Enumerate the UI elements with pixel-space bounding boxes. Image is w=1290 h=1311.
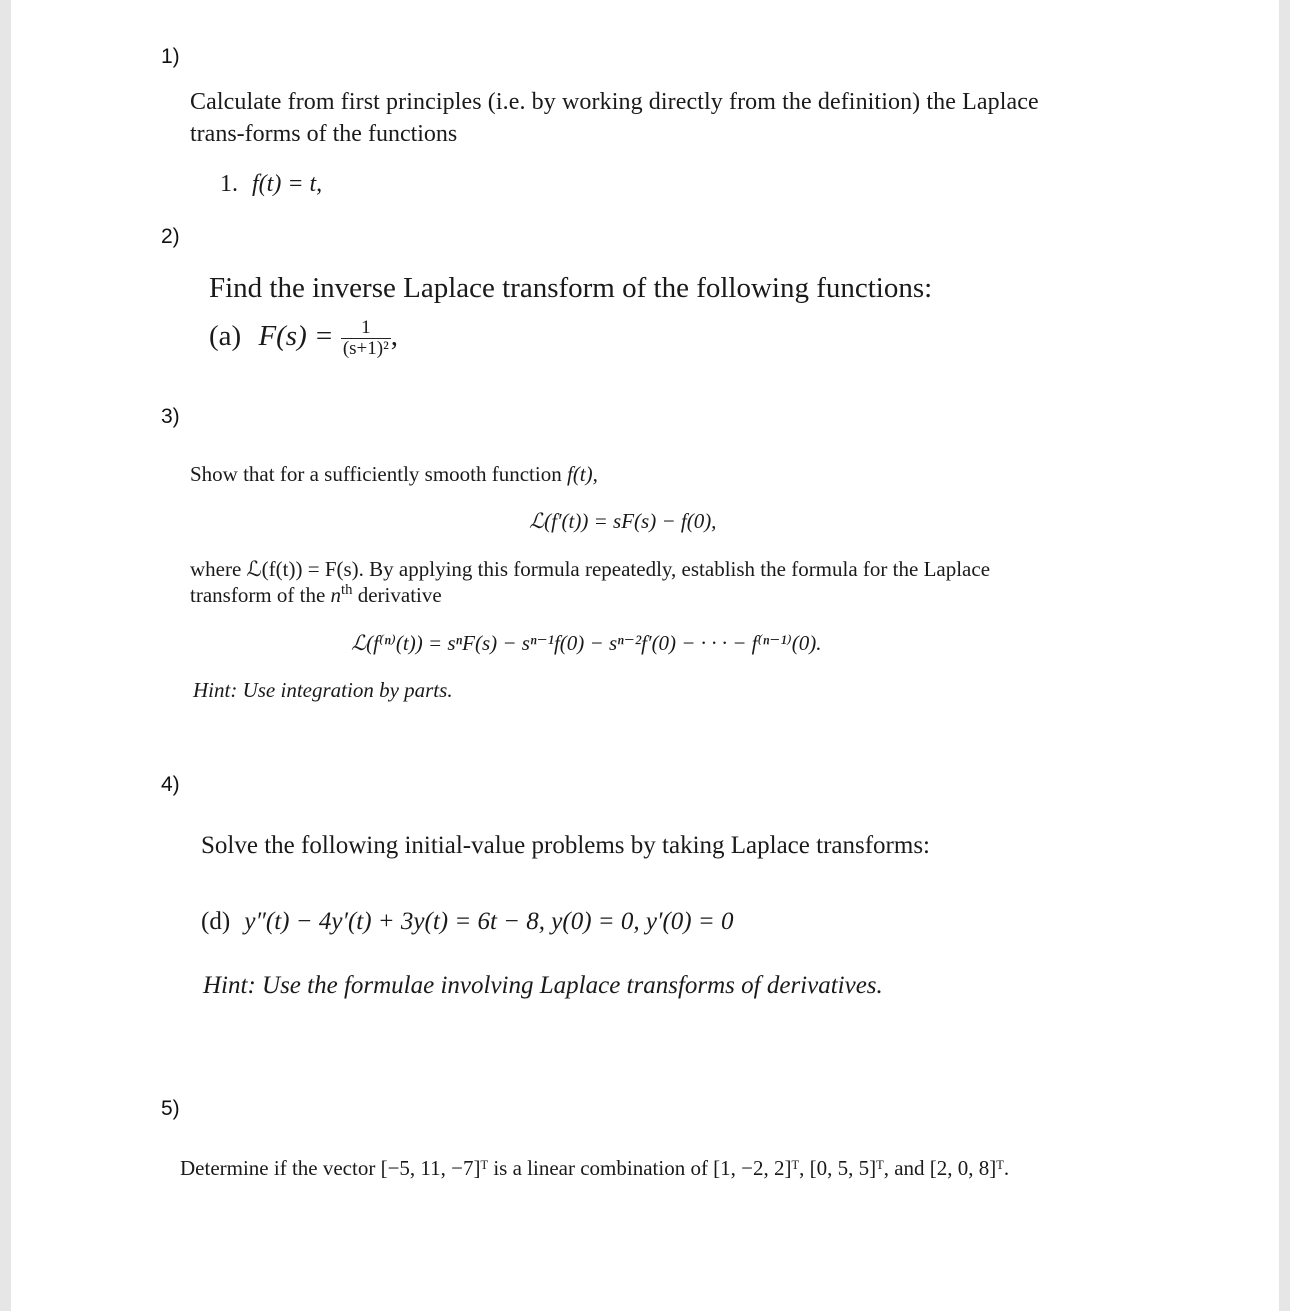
question-2-intro: Find the inverse Laplace transform of the following functions: bbox=[209, 272, 933, 304]
question-2-item bbox=[209, 318, 398, 359]
question-3-where-line2-prefix: transform of the bbox=[190, 583, 326, 607]
question-2-item-trailing: , bbox=[390, 320, 399, 353]
question-3-where-line2-th: th bbox=[341, 582, 353, 598]
question-3-where-line1: where ℒ(f(t)) = F(s). By applying this formula repeatedly, establish the formula for the Laplace bbox=[190, 557, 991, 581]
question-4-item-label: (d) bbox=[201, 908, 231, 935]
question-3-formula-1: ℒ(f′(t)) = sF(s) − f(0), bbox=[529, 509, 717, 533]
question-3-intro-math: f(t), bbox=[566, 462, 598, 486]
question-1-number: 1) bbox=[161, 45, 180, 68]
question-4-number: 4) bbox=[161, 773, 180, 796]
question-3-number: 3) bbox=[161, 405, 180, 428]
question-3-hint: Hint: Use integration by parts. bbox=[193, 678, 453, 702]
question-2-item-label: (a) bbox=[209, 320, 242, 353]
question-2-item-lhs: F(s) = bbox=[258, 320, 334, 353]
question-2-fraction bbox=[341, 318, 391, 359]
question-1-item bbox=[220, 171, 322, 198]
question-3-where-line2-suffix: derivative bbox=[357, 583, 442, 607]
question-2-fraction-numerator: 1 bbox=[341, 318, 391, 339]
question-1-item-math: f(t) = t, bbox=[252, 171, 323, 197]
question-1-intro-line1: Calculate from first principles (i.e. by working directly from the definition) the Laplace bbox=[190, 89, 1039, 115]
question-3-intro-text: Show that for a sufficiently smooth function bbox=[190, 462, 562, 486]
question-4-item-math: y″(t) − 4y′(t) + 3y(t) = 6t − 8, y(0) = 0, y′(0) = 0 bbox=[244, 908, 734, 935]
question-4-hint: Hint: Use the formulae involving Laplace transforms of derivatives. bbox=[203, 972, 883, 999]
question-1-intro-line2: trans-forms of the functions bbox=[190, 121, 458, 147]
question-5-text: Determine if the vector [−5, 11, −7]ᵀ is a linear combination of [1, −2, 2]ᵀ, [0, 5, 5]ᵀ, and [2, 0, 8]ᵀ. bbox=[180, 1156, 1010, 1180]
question-3-formula-2: ℒ(f⁽ⁿ⁾(t)) = sⁿF(s) − sⁿ⁻¹f(0) − sⁿ⁻²f′(0) − · · · − f⁽ⁿ⁻¹⁾(0). bbox=[351, 631, 822, 655]
document-page bbox=[11, 0, 1279, 1311]
question-2-fraction-denominator: (s+1)² bbox=[342, 337, 389, 359]
question-1-item-label: 1. bbox=[220, 171, 238, 197]
question-4-item bbox=[201, 908, 734, 936]
question-5-number: 5) bbox=[161, 1097, 180, 1120]
question-4-intro: Solve the following initial-value problems by taking Laplace transforms: bbox=[201, 832, 930, 859]
question-2-number: 2) bbox=[161, 225, 180, 248]
question-3-intro bbox=[190, 462, 598, 487]
question-3-where-line2 bbox=[190, 583, 442, 608]
question-3-where-line2-n: n bbox=[330, 583, 342, 607]
